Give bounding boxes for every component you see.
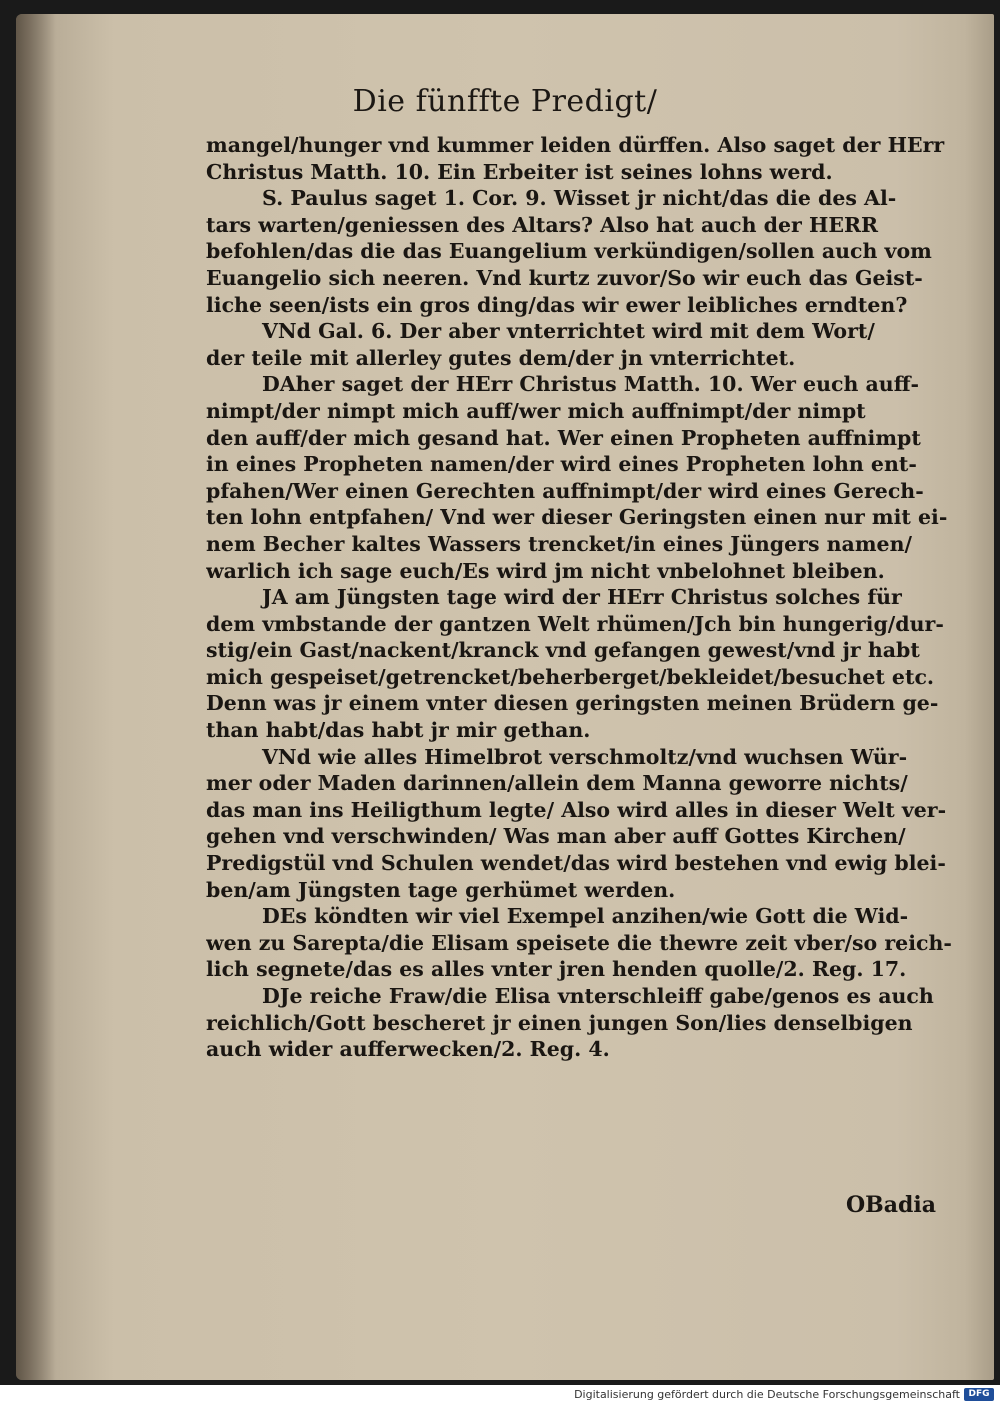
text-line: auch wider aufferwecken/2. Reg. 4.	[206, 1037, 610, 1062]
text-line: DEs köndten wir viel Exempel anzihen/wie Gott die Wid-	[262, 904, 909, 929]
text-line: der teile mit allerley gutes dem/der jn vnterrichtet.	[206, 345, 796, 370]
text-line: warlich ich sage euch/Es wird jm nicht vnbelohnet bleiben.	[206, 558, 885, 583]
text-line: gehen vnd verschwinden/ Was man aber auff Gottes Kirchen/	[206, 824, 906, 849]
dfg-logo: DFG	[964, 1388, 994, 1401]
text-line: VNd wie alles Himelbrot verschmoltz/vnd wuchsen Wür-	[262, 744, 908, 769]
funding-credit: Digitalisierung gefördert durch die Deutsche Forschungsgemeinschaft	[574, 1388, 960, 1401]
text-line: ben/am Jüngsten tage gerhümet werden.	[206, 877, 676, 902]
footer-bar	[0, 1385, 1000, 1405]
text-line: Christus Matth. 10. Ein Erbeiter ist seines lohns werd.	[206, 159, 833, 184]
text-line: dem vmbstande der gantzen Welt rhümen/Jch bin hungerig/dur-	[206, 611, 944, 636]
text-line: nem Becher kaltes Wassers trencket/in eines Jüngers namen/	[206, 531, 912, 556]
text-line: DJe reiche Fraw/die Elisa vnterschleiff gabe/genos es auch	[262, 984, 934, 1008]
text-line: befohlen/das die das Euangelium verkündigen/sollen auch vom	[206, 239, 932, 264]
text-line: in eines Propheten namen/der wird eines Propheten lohn ent-	[206, 452, 917, 477]
text-line: reichlich/Gott bescheret jr einen jungen Son/lies denselbigen	[206, 1010, 913, 1035]
page-body-text	[206, 132, 966, 1063]
text-line: Predigstül vnd Schulen wendet/das wird bestehen vnd ewig blei-	[206, 851, 946, 876]
text-line: pfahen/Wer einen Gerechten auffnimpt/der wird eines Gerech-	[206, 478, 924, 503]
text-line: S. Paulus saget 1. Cor. 9. Wisset jr nicht/das die des Al-	[262, 186, 897, 211]
text-line: lich segnete/das es alles vnter jren henden quolle/2. Reg. 17.	[206, 957, 907, 982]
text-line: ten lohn entpfahen/ Vnd wer dieser Geringsten einen nur mit ei-	[206, 505, 948, 530]
text-line: Denn was jr einem vnter diesen geringsten meinen Brüdern ge-	[206, 691, 939, 716]
text-line: mich gespeiset/getrencket/beherberget/bekleidet/besuchet etc.	[206, 664, 935, 689]
text-line: VNd Gal. 6. Der aber vnterrichtet wird mit dem Wort/	[262, 319, 875, 344]
text-line: tars warten/geniessen des Altars? Also hat auch der HERR	[206, 212, 879, 237]
text-line: wen zu Sarepta/die Elisam speisete die thewre zeit vber/so reich-	[206, 930, 952, 955]
text-line: DAher saget der HErr Christus Matth. 10. Wer euch auff-	[262, 372, 920, 397]
text-line: nimpt/der nimpt mich auff/wer mich auffnimpt/der nimpt	[206, 398, 866, 423]
text-line: JA am Jüngsten tage wird der HErr Christus solches für	[262, 585, 902, 610]
text-line: das man ins Heiligthum legte/ Also wird alles in dieser Welt ver-	[206, 797, 947, 822]
text-line: mangel/hunger vnd kummer leiden dürffen. Also saget der HErr	[206, 133, 945, 157]
book-page	[16, 14, 994, 1380]
text-line: liche seen/ists ein gros ding/das wir ewer leibliches erndten?	[206, 292, 908, 317]
running-head: Die fünffte Predigt/	[352, 84, 658, 119]
text-line: than habt/das habt jr mir gethan.	[206, 718, 591, 743]
page-gutter-shadow	[16, 14, 56, 1380]
catchword: OBadia	[845, 1192, 936, 1218]
text-line: Euangelio sich neeren. Vnd kurtz zuvor/So wir euch das Geist-	[206, 265, 923, 290]
text-line: stig/ein Gast/nackent/kranck vnd gefangen gewest/vnd jr habt	[206, 638, 920, 663]
text-line: mer oder Maden darinnen/allein dem Manna geworre nichts/	[206, 771, 908, 796]
text-line: den auff/der mich gesand hat. Wer einen Propheten auffnimpt	[206, 425, 921, 450]
